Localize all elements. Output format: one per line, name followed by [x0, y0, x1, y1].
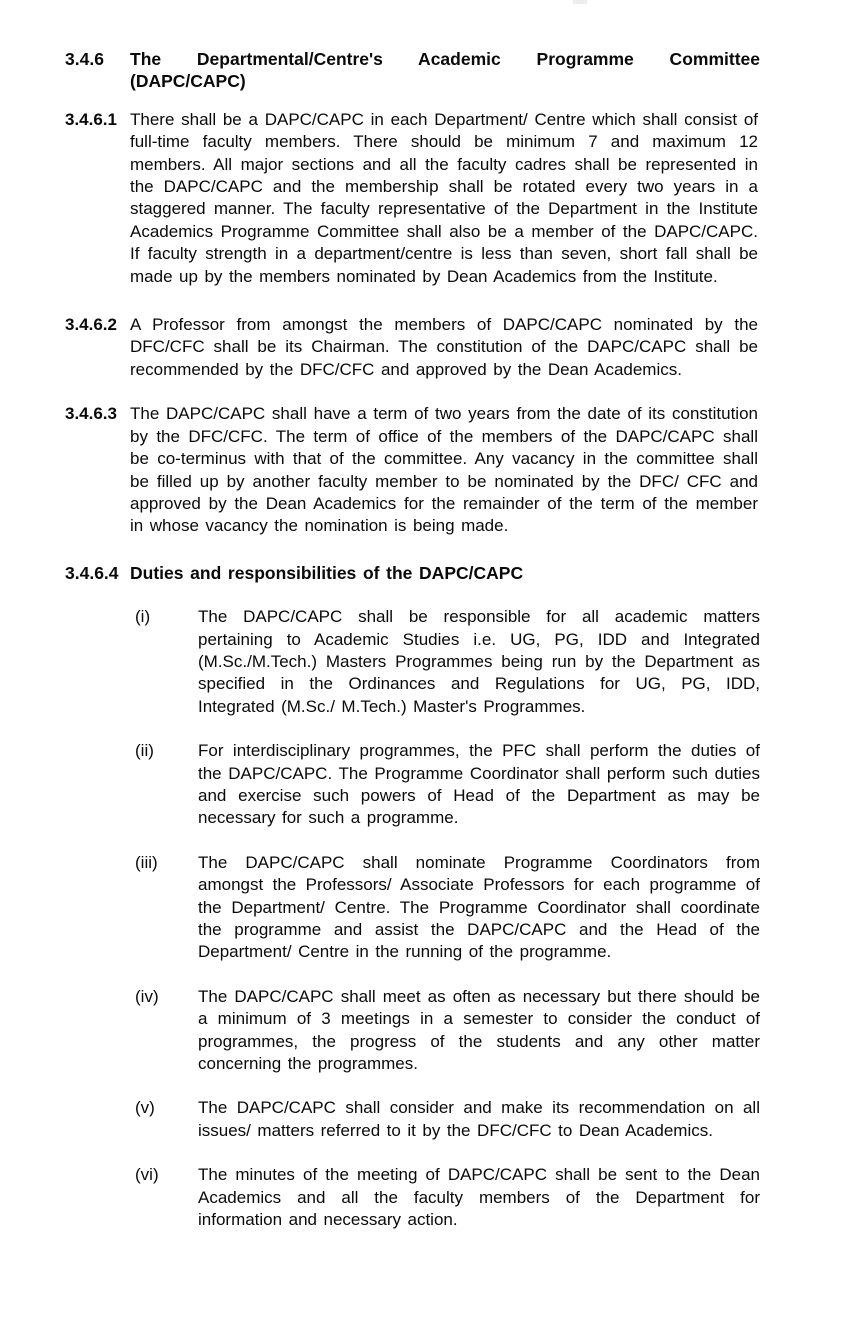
- section-paragraph: A Professor from amongst the members of DAPC/CAPC nominated by the DFC/CFC shall be its Chairman. The constitution of the DAPC/CAPC shall be recommended by the DFC/CFC and approved by the Dean Academics.: [130, 315, 758, 379]
- duty-item-vi: [0, 1164, 863, 1231]
- duty-item-ii: [0, 740, 863, 830]
- duty-item-iv: [0, 986, 863, 1076]
- list-marker: (iii): [135, 852, 158, 872]
- list-marker: (v): [135, 1098, 155, 1118]
- section-3-4-6-3: [0, 403, 863, 537]
- list-item-text: The DAPC/CAPC shall nominate Programme Coordinators from amongst the Professors/ Associate Professors for each programme of the Department/ Centre. The Programme Coordinator shall coordinate the programme and assist the DAPC/CAPC and the Head of the Department/ Centre in the running of the programme.: [198, 852, 760, 962]
- section-paragraph: There shall be a DAPC/CAPC in each Department/ Centre which shall consist of full-time faculty members. There should be minimum 7 and maximum 12 members. All major sections and all the faculty cadres shall be represented in the DAPC/CAPC and the membership shall be rotated every two years in a staggered manner. The faculty representative of the Department in the Institute Academics Programme Committee shall also be a member of the DAPC/CAPC. If faculty strength in a department/centre is less than seven, short fall shall be made up by the members nominated by Dean Academics from the Institute.: [130, 109, 758, 286]
- list-item-text: The minutes of the meeting of DAPC/CAPC shall be sent to the Dean Academics and all the faculty members of the Department for information and necessary action.: [198, 1165, 760, 1230]
- duty-item-i: [0, 606, 863, 718]
- list-item-text: The DAPC/CAPC shall meet as often as necessary but there should be a minimum of 3 meetings in a semester to consider the conduct of programmes, the progress of the students and any other matter concerning the programmes.: [198, 986, 760, 1074]
- list-item-text: The DAPC/CAPC shall consider and make its recommendation on all issues/ matters referred to it by the DFC/CFC to Dean Academics.: [198, 1098, 760, 1140]
- duty-item-iii: [0, 852, 863, 964]
- list-marker: (vi): [135, 1165, 159, 1185]
- section-3-4-6: [0, 48, 863, 93]
- list-marker: (i): [135, 607, 151, 627]
- section-3-4-6-1: [0, 109, 863, 288]
- duty-item-v: [0, 1097, 863, 1142]
- section-3-4-6-4: [0, 562, 863, 584]
- section-3-4-6-2: [0, 314, 863, 381]
- section-number: 3.4.6.3: [65, 404, 117, 424]
- section-number: 3.4.6: [65, 49, 104, 69]
- list-marker: (iv): [135, 986, 159, 1006]
- list-item-text: The DAPC/CAPC shall be responsible for all academic matters pertaining to Academic Studies i.e. UG, PG, IDD and Integrated (M.Sc./M.Tech.) Masters Programmes being run by the Department as specified in the Ordinances and Regulations for UG, PG, IDD, Integrated (M.Sc./ M.Tech.) Master's Programmes.: [198, 607, 760, 716]
- list-marker: (ii): [135, 741, 154, 761]
- section-paragraph: The DAPC/CAPC shall have a term of two years from the date of its constitution by the DFC/CFC. The term of office of the members of the DAPC/CAPC shall be co-terminus with that of the committee. Any vacancy in the committee shall be filled up by another faculty member to be nominated by the DFC/ CFC and approved by the Dean Academics for the remainder of the term of the member in whose vacancy the nomination is being made.: [130, 404, 758, 536]
- section-heading-title: The Departmental/Centre's Academic Programme Committee (DAPC/CAPC): [130, 49, 760, 92]
- section-number: 3.4.6.2: [65, 315, 117, 335]
- section-heading-title: Duties and responsibilities of the DAPC/CAPC: [130, 562, 524, 583]
- scan-artifact: [573, 0, 587, 4]
- list-item-text: For interdisciplinary programmes, the PFC shall perform the duties of the DAPC/CAPC. The Programme Coordinator shall perform such duties and exercise such powers of Head of the Department as may be necessary for such a programme.: [198, 741, 760, 828]
- section-number: 3.4.6.1: [65, 109, 117, 129]
- section-number: 3.4.6.4: [65, 562, 119, 583]
